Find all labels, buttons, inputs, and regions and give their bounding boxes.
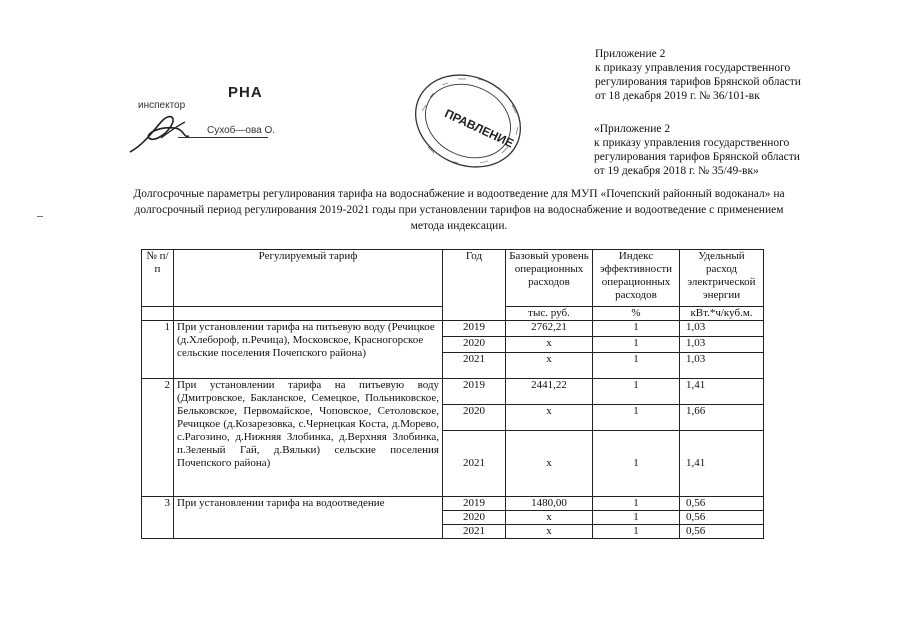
row-num: 3 (142, 497, 174, 539)
row-base: х (506, 353, 593, 379)
row-energy: 0,56 (680, 525, 764, 539)
row-base: х (506, 431, 593, 497)
units-tariff-empty (174, 307, 443, 321)
header-tariff: Регулируемый тариф (174, 250, 443, 307)
row-index: 1 (593, 497, 680, 511)
row-tariff: При установлении тарифа на питьевую воду (Речицкое (д.Хлебороф, п.Речица), Московское, Красногорское сельские поселения Почепского района) (174, 321, 443, 379)
annex-line: к приказу управления государственного (595, 62, 791, 74)
row-year: 2020 (443, 511, 506, 525)
handwritten-signature (125, 108, 205, 158)
row-year: 2021 (443, 431, 506, 497)
stamp-fragment-text: РНА (228, 84, 263, 101)
row-base: 1480,00 (506, 497, 593, 511)
row-energy: 1,66 (680, 405, 764, 431)
row-base: 2762,21 (506, 321, 593, 337)
margin-dash: – (37, 208, 43, 222)
annex-line: регулирования тарифов Брянской области (595, 76, 801, 88)
tariff-parameters-table (141, 249, 764, 539)
annex-header-previous (594, 122, 800, 178)
row-energy: 0,56 (680, 511, 764, 525)
row-base: х (506, 405, 593, 431)
annex-line: от 18 декабря 2019 г. № 36/101-вк (595, 90, 760, 102)
annex-line: Приложение 2 (595, 48, 666, 60)
row-num: 2 (142, 379, 174, 497)
row-energy: 1,03 (680, 321, 764, 337)
annex-header-current (595, 47, 801, 103)
row-year: 2019 (443, 379, 506, 405)
row-year: 2020 (443, 405, 506, 431)
table-header-row (142, 250, 764, 307)
row-index: 1 (593, 321, 680, 337)
table-row (142, 379, 764, 405)
document-title (105, 186, 813, 234)
header-index: Индекс эффективности операционных расходов (593, 250, 680, 307)
header-energy: Удельный расход электрической энергии (680, 250, 764, 307)
row-index: 1 (593, 525, 680, 539)
row-index: 1 (593, 511, 680, 525)
row-year: 2021 (443, 525, 506, 539)
row-base: 2441,22 (506, 379, 593, 405)
row-index: 1 (593, 405, 680, 431)
seal-text: ПРАВЛЕНИЕ (442, 106, 516, 151)
row-energy: 1,41 (680, 379, 764, 405)
units-num-empty (142, 307, 174, 321)
row-index: 1 (593, 353, 680, 379)
title-line: долгосрочный период регулирования 2019-2021 годы при установлении тарифов на водоснабжение и водоотведение с применением (134, 204, 784, 216)
row-energy: 0,56 (680, 497, 764, 511)
row-year: 2021 (443, 353, 506, 379)
units-energy: кВт.*ч/куб.м. (680, 307, 764, 321)
annex-line: регулирования тарифов Брянской области (594, 151, 800, 163)
row-tariff: При установлении тарифа на водоотведение (174, 497, 443, 539)
row-year: 2019 (443, 321, 506, 337)
title-line: Долгосрочные параметры регулирования тарифа на водоснабжение и водоотведение для МУП «Почепский районный водоканал» на (133, 188, 785, 200)
annex-line: к приказу управления государственного (594, 137, 790, 149)
row-index: 1 (593, 379, 680, 405)
row-energy: 1,03 (680, 353, 764, 379)
annex-line: «Приложение 2 (594, 123, 671, 135)
row-year: 2019 (443, 497, 506, 511)
units-base: тыс. руб. (506, 307, 593, 321)
row-base: х (506, 511, 593, 525)
row-base: х (506, 525, 593, 539)
row-energy: 1,41 (680, 431, 764, 497)
header-num: № п/п (142, 250, 174, 307)
units-index: % (593, 307, 680, 321)
signer-position-text: инспектор (138, 100, 186, 111)
row-index: 1 (593, 431, 680, 497)
row-year: 2020 (443, 337, 506, 353)
title-line: метода индексации. (410, 220, 508, 232)
header-year: Год (443, 250, 506, 321)
table-row (142, 321, 764, 337)
signer-name-text: Сухоб—ова О. (207, 125, 276, 136)
table-row (142, 497, 764, 511)
row-energy: 1,03 (680, 337, 764, 353)
round-seal (408, 71, 528, 171)
row-tariff: При установлении тарифа на питьевую воду (Дмитровское, Бакланское, Семецкое, Польниковское, Бельковское, Первомайское, Чоповское, Сетоловское, Речицкое (д.Козарезовка, с.Чернецкая Коста, д.Морево, с.Рагозино, д.Нижняя Злобинка, д.Верхняя Злобинка, п.Зеленый Гай, д.Вяльки) сельские поселения Почепского района) (174, 379, 443, 497)
row-num: 1 (142, 321, 174, 379)
row-index: 1 (593, 337, 680, 353)
annex-line: от 19 декабря 2018 г. № 35/49-вк» (594, 165, 759, 177)
header-base: Базовый уровень операционных расходов (506, 250, 593, 307)
row-base: х (506, 337, 593, 353)
